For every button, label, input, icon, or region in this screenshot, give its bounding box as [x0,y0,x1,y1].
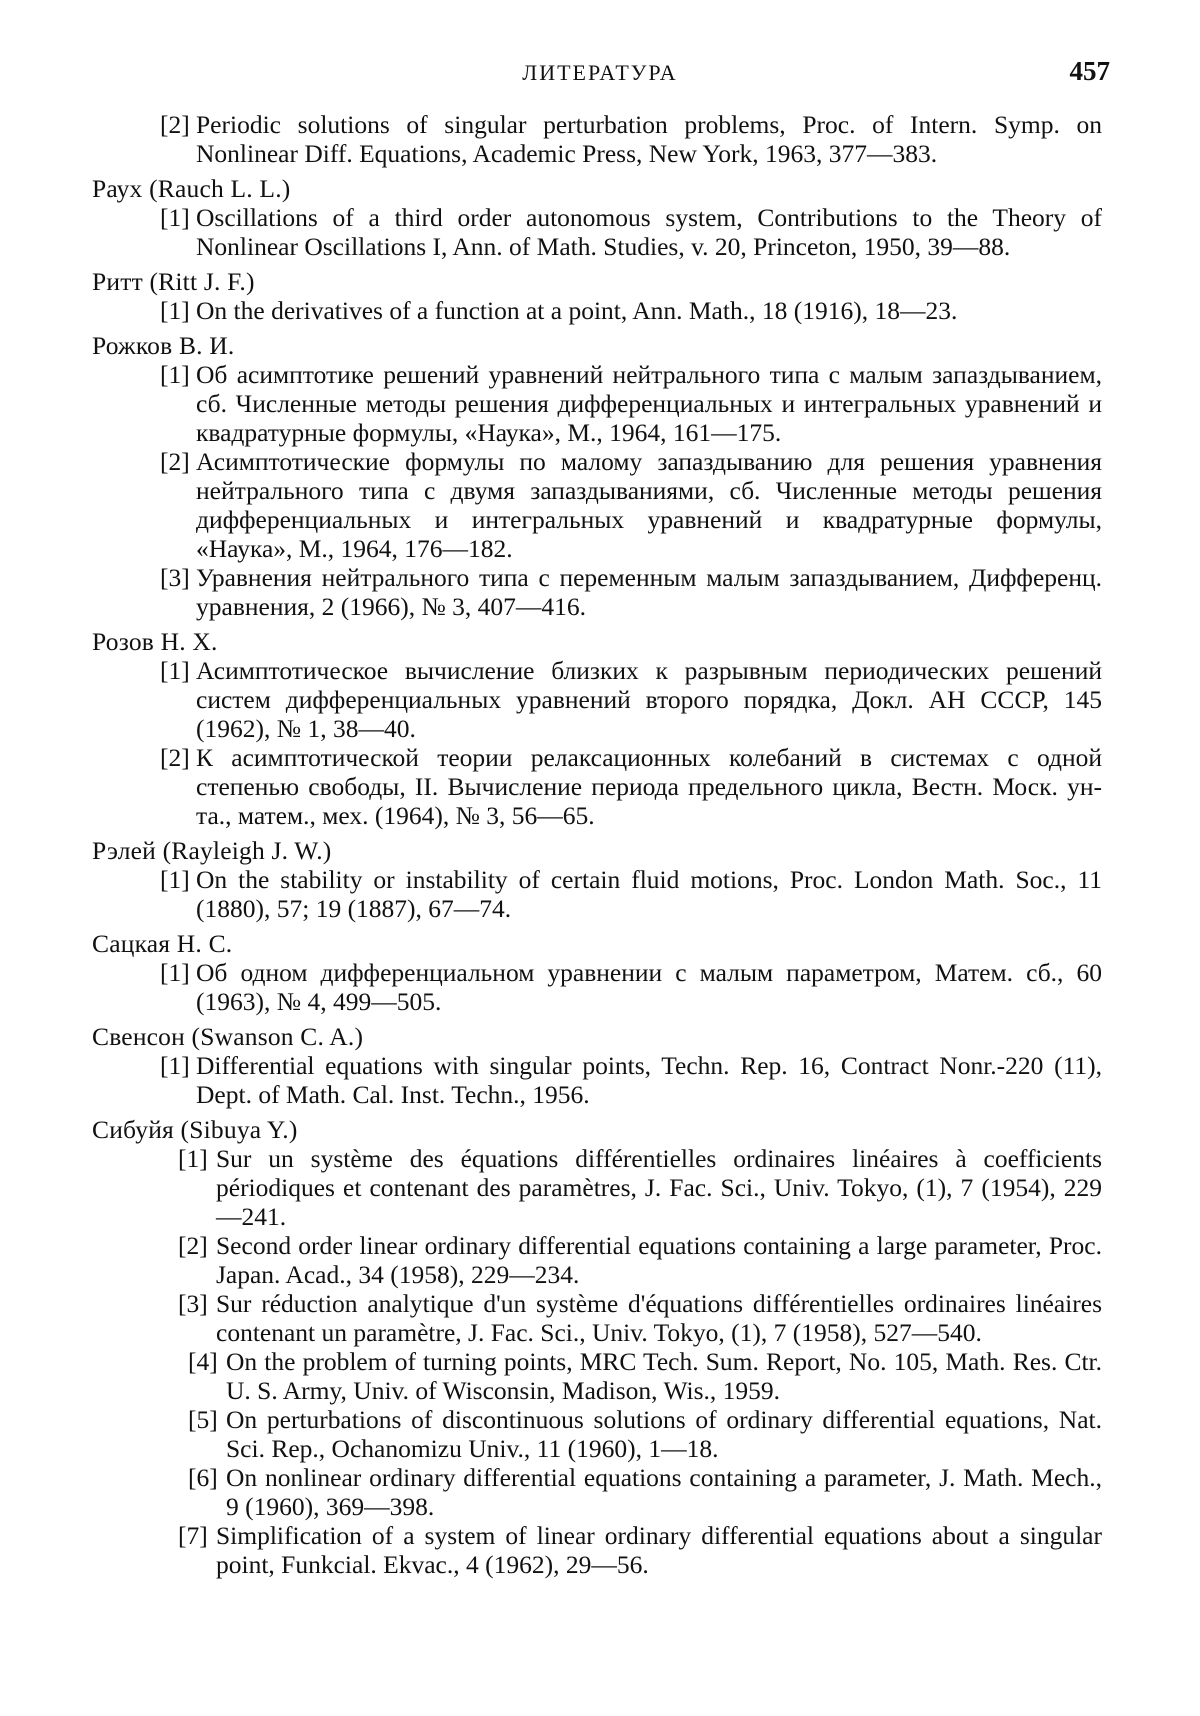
reference-text: On the stability or instability of certain fluid motions, Proc. London Math. Soc., 11 (1880), 57; 19 (1887), 67—74. [196,865,1102,923]
bibliography-entry [92,1022,1102,1109]
page-title: ЛИТЕРАТУРА [522,60,678,85]
reference-number: [1] [160,360,190,389]
author-name: Рэлей (Rayleigh J. W.) [92,836,332,865]
reference-number: [5] [188,1405,218,1434]
reference-item [92,110,1102,168]
reference-number: [7] [178,1521,208,1550]
reference-number: [1] [160,958,190,987]
author-name: Ритт (Ritt J. F.) [92,267,255,296]
reference-number: [1] [160,203,190,232]
reference-item [92,1347,1102,1405]
reference-item [92,360,1102,447]
reference-text: Second order linear ordinary differential equations containing a large parameter, Proc. Japan. Acad., 34 (1958), 229—234. [216,1231,1102,1289]
reference-item [92,1144,1102,1231]
reference-number: [2] [178,1231,208,1260]
reference-number: [3] [160,563,190,592]
reference-item [92,296,1102,325]
reference-number: [1] [160,1051,190,1080]
bibliography-entry [92,1115,1102,1579]
reference-number: [3] [178,1289,208,1318]
leading-reference [92,110,1102,168]
reference-item [92,656,1102,743]
reference-text: Differential equations with singular points, Techn. Rep. 16, Contract Nonr.-220 (11), Dept. of Math. Cal. Inst. Techn., 1956. [196,1051,1102,1109]
bibliography-entry [92,836,1102,923]
reference-number: [2] [160,743,190,772]
reference-number: [2] [160,447,190,476]
reference-text: On perturbations of discontinuous solutions of ordinary differential equations, Nat. Sci. Rep., Ochanomizu Univ., 11 (1960), 1—18. [226,1405,1102,1463]
reference-number: [6] [188,1463,218,1492]
author-name: Сацкая Н. С. [92,929,233,958]
reference-number: [4] [188,1347,218,1376]
reference-text: Уравнения нейтрального типа с переменным малым запаздыванием, Дифференц. уравнения, 2 (1966), № 3, 407—416. [196,563,1102,621]
reference-text: Об асимптотике решений уравнений нейтрального типа с малым запаздыванием, сб. Численные методы решения дифференциальных и интегральных уравнений и квадратурные формулы, «Наука», М., 1964, 161—175. [196,360,1102,447]
reference-text: Sur un système des équations différentielles ordinaires linéaires à coefficients périodiques et contenant des paramètres, J. Fac. Sci., Univ. Tokyo, (1), 7 (1954), 229—241. [216,1144,1102,1231]
author-name: Свенсон (Swanson C. A.) [92,1022,364,1051]
reference-text: Oscillations of a third order autonomous system, Contributions to the Theory of Nonlinear Oscillations I, Ann. of Math. Studies, v. 20, Princeton, 1950, 39—88. [196,203,1102,261]
reference-item [92,743,1102,830]
bibliography-entry [92,267,1102,325]
reference-item [92,563,1102,621]
page-number: 457 [1069,56,1110,86]
running-head [90,56,1110,94]
reference-item [92,865,1102,923]
reference-number: [1] [160,865,190,894]
reference-item [92,958,1102,1016]
reference-text: Об одном дифференциальном уравнении с малым параметром, Матем. сб., 60 (1963), № 4, 499—505. [196,958,1102,1016]
reference-text: К асимптотической теории релаксационных колебаний в системах с одной степенью свободы, II. Вычисление периода предельного цикла, Вестн. Моск. ун-та., матем., мех. (1964), № 3, 56—65. [196,743,1102,830]
reference-text: On the problem of turning points, MRC Tech. Sum. Report, No. 105, Math. Res. Ctr. U. S. Army, Univ. of Wisconsin, Madison, Wis., 1959. [226,1347,1102,1405]
reference-item [92,1521,1102,1579]
reference-item [92,1405,1102,1463]
reference-text: Асимптотическое вычисление близких к разрывным периодических решений систем дифференциальных уравнений второго порядка, Докл. АН СССР, 145 (1962), № 1, 38—40. [196,656,1102,743]
author-name: Сибуйя (Sibuya Y.) [92,1115,298,1144]
reference-item [92,1051,1102,1109]
reference-text: On nonlinear ordinary differential equations containing a parameter, J. Math. Mech., 9 (1960), 369—398. [226,1463,1102,1521]
reference-number: [2] [160,110,190,139]
reference-number: [1] [160,656,190,685]
reference-text: Асимптотические формулы по малому запаздыванию для решения уравнения нейтрального типа с двумя запаздываниями, сб. Численные методы решения дифференциальных и интегральных уравнений и квадратурные формулы, «Наука», М., 1964, 176—182. [196,447,1102,563]
reference-item [92,447,1102,563]
bibliography-entry [92,627,1102,830]
reference-text: Sur réduction analytique d'un système d'équations différentielles ordinaires linéaires contenant un paramètre, J. Fac. Sci., Univ. Tokyo, (1), 7 (1958), 527—540. [216,1289,1102,1347]
author-name: Розов Н. Х. [92,627,218,656]
reference-item [92,1231,1102,1289]
author-name: Рожков В. И. [92,331,235,360]
reference-text: Periodic solutions of singular perturbation problems, Proc. of Intern. Symp. on Nonlinear Diff. Equations, Academic Press, New York, 1963, 377—383. [196,110,1102,168]
reference-text: On the derivatives of a function at a point, Ann. Math., 18 (1916), 18—23. [196,296,958,325]
reference-number: [1] [160,296,190,325]
reference-item [92,1463,1102,1521]
bibliography [92,110,1102,1585]
bibliography-entry [92,174,1102,261]
bibliography-entry [92,331,1102,621]
reference-text: Simplification of a system of linear ordinary differential equations about a singular point, Funkcial. Ekvac., 4 (1962), 29—56. [216,1521,1102,1579]
reference-item [92,203,1102,261]
reference-number: [1] [178,1144,208,1173]
author-name: Раух (Rauch L. L.) [92,174,291,203]
reference-item [92,1289,1102,1347]
bibliography-entry [92,929,1102,1016]
